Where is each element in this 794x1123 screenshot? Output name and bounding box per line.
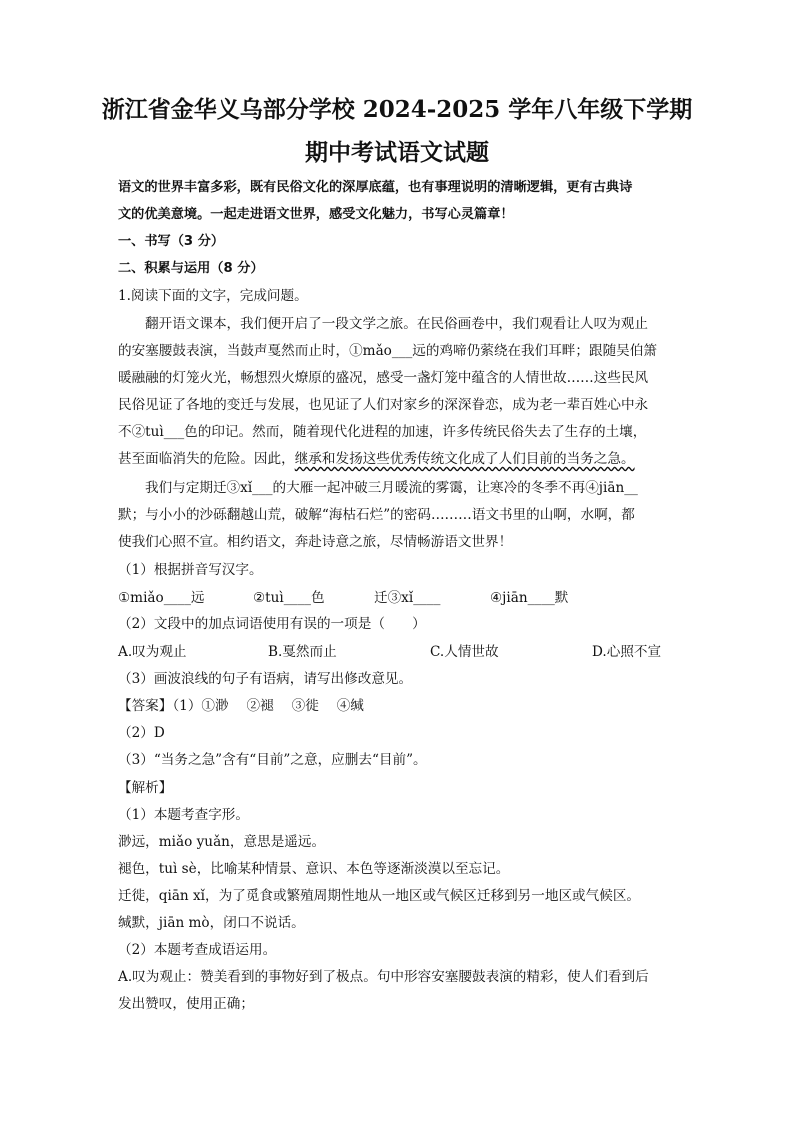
- option-c: C.人情世故: [430, 644, 499, 660]
- blank-1: ①miǎo____远: [118, 590, 205, 606]
- question-1-stem: 1.阅读下面的文字，完成问题。: [118, 288, 308, 304]
- blank-4: ④jiān____默: [490, 590, 569, 606]
- passage-line-5: 不②tuì___色的印记。然而，随着现代化进程的加速，许多传统民俗失去了生存的土壤，: [118, 424, 647, 440]
- option-a: A.叹为观止: [118, 644, 187, 660]
- option-d: D.心照不宣: [592, 644, 662, 660]
- sub-question-3: （3）画波浪线的句子有语病，请写出修改意见。: [118, 671, 413, 687]
- answer-line-2: （2）D: [118, 725, 165, 741]
- passage-line-8: 默；与小小的沙砾翻越山荒，破解“海枯石烂”的密码………语文书里的山啊，水啊，都: [118, 507, 635, 523]
- intro-line-2: 文的优美意境。一起走进语文世界，感受文化魅力，书写心灵篇章！: [118, 207, 514, 222]
- passage-line-6: [118, 449, 678, 469]
- analysis-line-7: A.叹为观止：赞美看到的事物好到了极点。句中形容安塞腰鼓表演的精彩，使人们看到后: [118, 969, 649, 985]
- intro-line-1: 语文的世界丰富多彩，既有民俗文化的深厚底蕴，也有事理说明的清晰逻辑，更有古典诗: [118, 180, 633, 195]
- analysis-line-2: 渺远，miǎo yuǎn，意思是遥远。: [118, 834, 326, 850]
- document-title-line-2: 期中考试语文试题: [305, 139, 489, 166]
- passage-line-4: 民俗见证了各地的变迁与发展，也见证了人们对家乡的深深眷恋，成为老一辈百姓心中永: [118, 397, 649, 413]
- passage-line-1: 翻开语文课本，我们便开启了一段文学之旅。在民俗画卷中，我们观看让人叹为观止: [145, 316, 648, 332]
- answer-line-3: （3）“当务之急”含有“目前”之意，应删去“目前”。: [118, 752, 427, 768]
- sub-question-2: （2）文段中的加点词语使用有误的一项是（ ）: [118, 616, 426, 632]
- blank-3: 迁③xǐ____: [374, 590, 441, 606]
- option-b: B.戛然而止: [268, 644, 337, 660]
- analysis-line-4: 迁徙，qiān xǐ，为了觅食或繁殖周期性地从一地区或气候区迁移到另一地区或气候区。: [118, 888, 641, 904]
- section-heading-writing: 一、书写（3 分）: [118, 234, 225, 249]
- analysis-line-1: （1）本题考查字形。: [118, 807, 249, 823]
- document-title-line-1: 浙江省金华义乌部分学校 2024-2025 学年八年级下学期: [101, 96, 693, 123]
- blank-2: ②tuì____色: [253, 590, 325, 606]
- analysis-line-3: 褪色，tuì sè，比喻某种情景、意识、本色等逐渐淡漠以至忘记。: [118, 861, 510, 877]
- passage-line-3: 暖融融的灯笼火光，畅想烈火燎原的盛况，感受一盏灯笼中蕴含的人情世故……这些民风: [118, 370, 649, 386]
- sub-question-1: （1）根据拼音写汉字。: [118, 562, 263, 578]
- answer-line-1: 【答案】（1）①渺 ②褪 ③徙 ④缄: [118, 698, 364, 714]
- passage-line-9: 使我们心照不宣。相约语文，奔赴诗意之旅，尽情畅游语文世界！: [118, 534, 513, 550]
- passage-line-7: 我们与定期迁③xǐ___的大雁一起冲破三月暖流的雾霭，让寒冷的冬季不再④jiān__: [145, 480, 638, 496]
- analysis-heading: 【解析】: [118, 780, 173, 796]
- wavy-underlined-sentence: 继承和发扬这些优秀传统文化成了人们目前的当务之急。: [294, 451, 635, 467]
- analysis-line-5: 缄默，jiān mò，闭口不说话。: [118, 915, 305, 931]
- analysis-line-6: （2）本题考查成语运用。: [118, 942, 277, 958]
- passage-line-2: 的安塞腰鼓表演，当鼓声戛然而止时，①mǎo___远的鸡啼仍萦绕在我们耳畔；跟随吴伯箫: [118, 343, 657, 359]
- passage-line-6-lead: 甚至面临消失的危险。因此，: [118, 451, 295, 467]
- section-heading-accumulation: 二、积累与运用（8 分）: [118, 261, 264, 276]
- analysis-line-8: 发出赞叹，使用正确；: [118, 996, 254, 1012]
